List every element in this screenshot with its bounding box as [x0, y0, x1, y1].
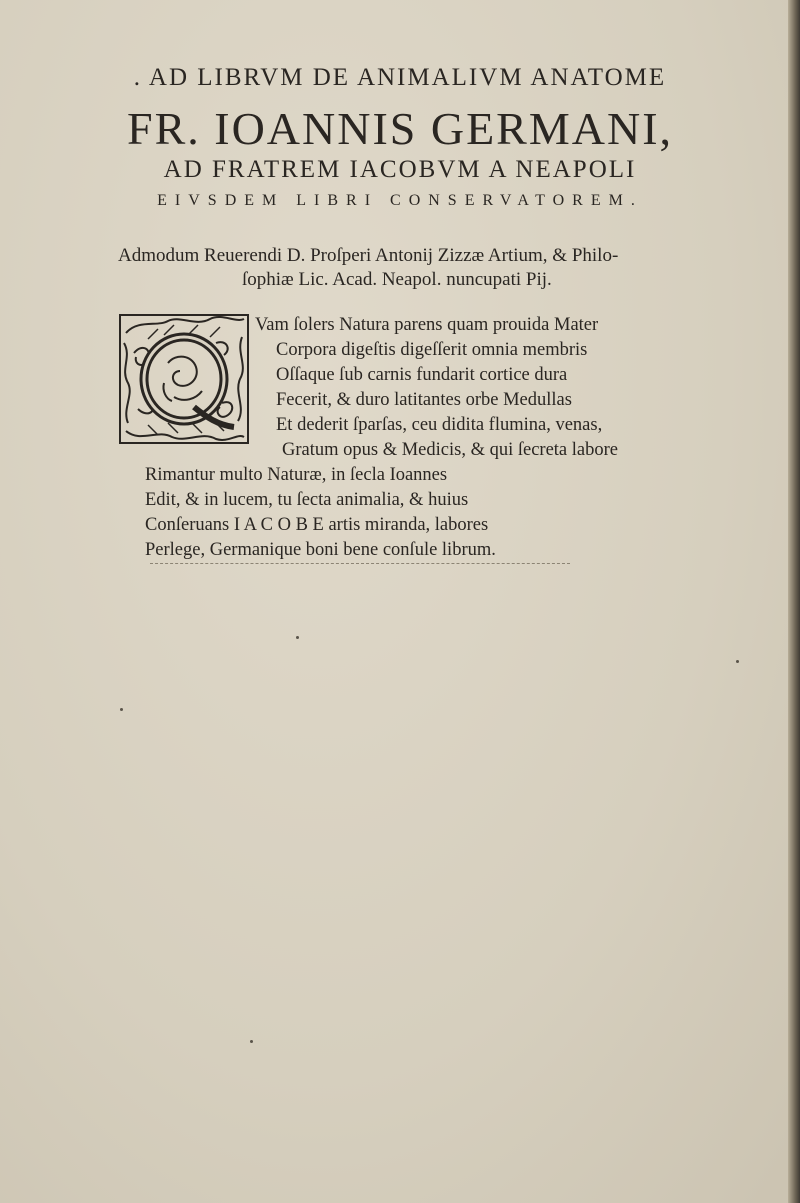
- poem-line-1: Vam ſolers Natura parens quam prouida Mater: [255, 315, 599, 335]
- bleed-through-rule: [150, 563, 570, 564]
- poem-line-2: Corpora digeſtis digeſſerit omnia membris: [276, 340, 588, 360]
- poem-line-10: Perlege, Germanique boni bene conſule librum.: [145, 540, 496, 560]
- poem-line-6: Gratum opus & Medicis, & qui ſecreta labore: [282, 440, 618, 460]
- decorated-initial-q-icon: [118, 313, 250, 445]
- dedication-line-1: Admodum Reuerendi D. Proſperi Antonij Zizzæ Artium, & Philo-: [118, 245, 619, 266]
- paper-speck: [736, 660, 739, 663]
- dedication-line-2: ſophiæ Lic. Acad. Neapol. nuncupati Pij.: [242, 269, 552, 290]
- poem-line-7: Rimantur multo Naturæ, in ſecla Ioannes: [145, 465, 448, 485]
- page-edge-shadow: [788, 0, 800, 1203]
- poem-line-4: Fecerit, & duro latitantes orbe Medullas: [276, 390, 572, 410]
- paper-speck: [120, 708, 123, 711]
- poem-line-8: Edit, & in lucem, tu ſecta animalia, & huius: [145, 490, 469, 510]
- paper-speck: [296, 636, 299, 639]
- poem-line-3: Oſſaque ſub carnis fundarit cortice dura: [276, 365, 568, 385]
- heading-line-3: AD FRATREM IACOBVM A NEAPOLI: [163, 156, 637, 183]
- heading-author: FR. IOANNIS GERMANI,: [126, 103, 674, 154]
- heading-line-1: . AD LIBRVM DE ANIMALIVM ANATOME: [133, 64, 667, 91]
- paper-speck: [250, 1040, 253, 1043]
- poem-line-5: Et dederit ſparſas, ceu didita flumina, venas,: [276, 415, 603, 435]
- poem-line-9: Conſeruans I A C O B E artis miranda, labores: [145, 515, 489, 535]
- heading-line-4: EIVSDEM LIBRI CONSERVATOREM.: [157, 192, 643, 209]
